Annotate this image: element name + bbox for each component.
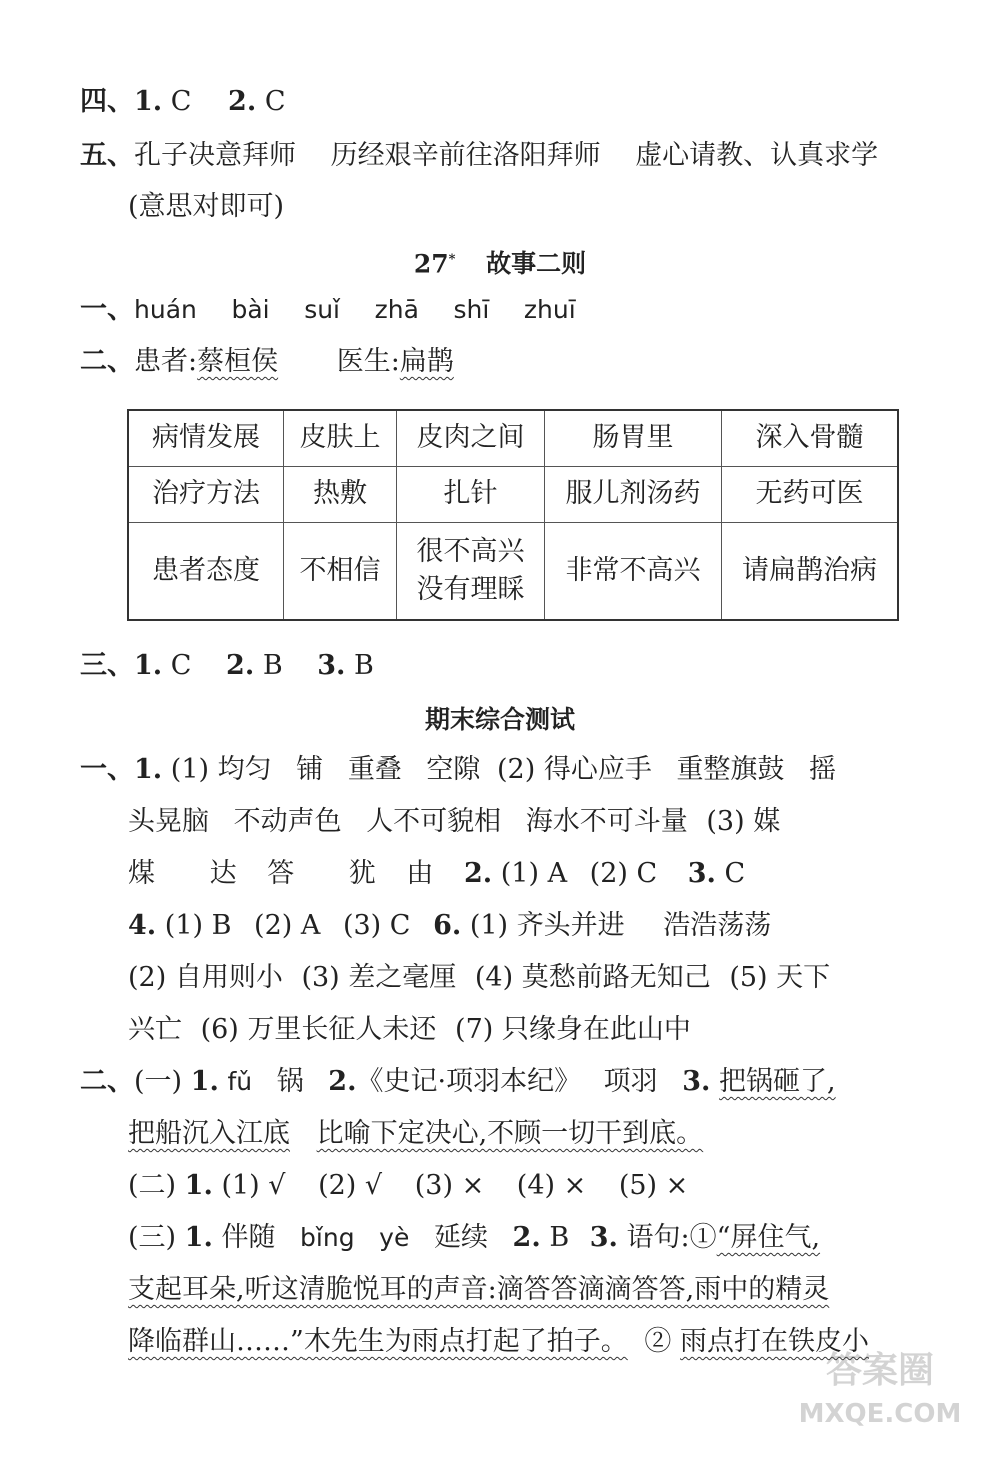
table-cell: 无药可医	[722, 466, 899, 522]
final2-line-1	[80, 1062, 836, 1102]
table-cell: 深入骨髓	[722, 410, 899, 466]
section-number: 一、	[80, 294, 134, 325]
circled-number: ②	[644, 1326, 672, 1357]
sub-number: (2)	[497, 754, 536, 785]
question-number: 2.	[463, 858, 493, 889]
pinyin: zhuī	[523, 295, 576, 324]
answer-note: (意思对即可)	[128, 191, 285, 222]
answer: (2) C	[589, 858, 658, 889]
answer-word: 答	[267, 858, 295, 889]
answer: B	[354, 650, 374, 681]
answer-word: 人不可貌相	[366, 806, 502, 837]
sub-number: (6)	[200, 1014, 239, 1045]
question-number: 2.	[228, 86, 257, 117]
answer-word: 齐头并进	[516, 910, 625, 941]
table-row	[128, 410, 898, 466]
final2-line-4	[128, 1218, 820, 1258]
answer-word: 重叠	[347, 754, 402, 785]
table-cell: 请扁鹊治病	[722, 522, 899, 620]
answer-word: 差之毫厘	[348, 962, 457, 993]
question-number: 6.	[433, 910, 462, 941]
lesson-title: 故事二则	[486, 249, 587, 279]
pinyin: zhā	[374, 295, 419, 324]
pinyin: bài	[231, 295, 270, 324]
watermark-logo	[780, 1334, 980, 1434]
table-cell: 病情发展	[128, 410, 284, 466]
final-line-2	[128, 802, 780, 842]
question-number: 1.	[190, 1066, 219, 1097]
answer-sentence: 把船沉入江底	[128, 1118, 290, 1149]
answer-phrase: 虚心请教、认真求学	[635, 140, 879, 171]
answer-word: 项羽	[603, 1066, 658, 1097]
pinyin: bǐng	[300, 1223, 355, 1252]
table-cell: 非常不高兴	[545, 522, 722, 620]
answer-line-pinyin	[80, 290, 576, 330]
final-line-3	[128, 854, 745, 894]
question-number: 3.	[682, 1066, 711, 1097]
answer: B	[262, 650, 283, 681]
question-number: 2.	[226, 650, 255, 681]
final2-line-3	[128, 1166, 688, 1206]
answer-sentence: 木先生为雨点打起了拍子。	[303, 1326, 628, 1357]
question-number: 3.	[687, 858, 716, 889]
answer-word: 伴随	[221, 1222, 276, 1253]
answer: (1) B	[164, 910, 232, 941]
patient-label: 患者:	[134, 346, 198, 377]
answer: (1) √	[221, 1170, 286, 1201]
question-number: 2.	[512, 1222, 541, 1253]
answer-word: 延续	[433, 1222, 488, 1253]
answer-word: 浩浩荡荡	[663, 910, 772, 941]
question-number: 1.	[184, 1170, 213, 1201]
answer-word: 天下	[776, 962, 831, 993]
answer-word: 莫愁前路无知己	[521, 962, 711, 993]
watermark-url: MXQE.COM	[798, 1399, 962, 1429]
pinyin: shī	[453, 295, 490, 324]
sub-number: (2)	[128, 962, 167, 993]
part-number: (一)	[134, 1066, 183, 1097]
sub-number: (1)	[469, 910, 509, 941]
answer: (2) A	[254, 910, 321, 941]
sub-number: (5)	[729, 962, 768, 993]
answer-word: 媒	[753, 806, 781, 837]
section-number: 二、	[80, 346, 134, 377]
question-number: 3.	[589, 1222, 618, 1253]
answer-word: 重整旗鼓	[676, 754, 785, 785]
answer-sentence: 降临群山……”	[128, 1326, 304, 1357]
answer-word: 只缘身在此山中	[501, 1014, 691, 1045]
answer-sentence: “屏住气,	[716, 1222, 821, 1253]
question-number: 1.	[184, 1222, 213, 1253]
answer: C	[170, 86, 192, 117]
doctor-name: 扁鹊	[399, 346, 454, 377]
answer-line-sec4	[80, 82, 286, 122]
question-number: 4.	[128, 910, 157, 941]
answer-word: 万里长征人未还	[247, 1014, 437, 1045]
patient-name: 蔡桓侯	[197, 346, 279, 377]
final-line-1	[80, 750, 836, 790]
question-number: 1.	[134, 754, 163, 785]
table-cell-line: 很不高兴	[416, 535, 525, 567]
answer-label: 语句:①	[626, 1222, 717, 1253]
doctor-label: 医生:	[336, 346, 400, 377]
question-number: 1.	[134, 650, 163, 681]
table-cell: 扎针	[397, 466, 545, 522]
answer-phrase: 孔子决意拜师	[134, 140, 296, 171]
answer: C	[724, 858, 746, 889]
answer: (4) ×	[516, 1170, 587, 1201]
answer-line-sec3	[80, 646, 374, 686]
answer-line-sec5	[80, 136, 878, 176]
table-cell: 服儿剂汤药	[545, 466, 722, 522]
lesson-number: 27	[413, 249, 449, 279]
table-cell: 皮肉之间	[397, 410, 545, 466]
answer-word: 犹	[348, 858, 376, 889]
answer-sentence: 雨点打在铁皮小	[680, 1326, 869, 1357]
table-row	[128, 522, 898, 620]
answer-word: 兴亡	[128, 1014, 182, 1045]
answer-word: 锅	[276, 1066, 304, 1097]
answer-word: 空隙	[426, 754, 481, 785]
sub-number: (3)	[706, 806, 745, 837]
answer-word: 海水不可斗量	[525, 806, 688, 837]
section-number: 五、	[80, 140, 134, 171]
answer: (2) √	[318, 1170, 383, 1201]
pinyin: fǔ	[227, 1067, 253, 1096]
table-cell: 不相信	[284, 522, 397, 620]
table-cell: 肠胃里	[545, 410, 722, 466]
question-number: 1.	[134, 86, 163, 117]
table-cell: 热敷	[284, 466, 397, 522]
final2-line-6	[128, 1322, 869, 1362]
answer-word: 不动声色	[233, 806, 342, 837]
sub-number: (3)	[301, 962, 340, 993]
answer-word: 《史记·项羽本纪》	[356, 1066, 582, 1097]
answer-word: 摇	[809, 754, 837, 785]
final-line-5	[128, 958, 830, 998]
sub-number: (7)	[455, 1014, 494, 1045]
section-number: 三、	[80, 650, 134, 681]
final2-line-5	[128, 1270, 829, 1310]
lesson-heading	[0, 240, 1000, 284]
answer-sentence: 支起耳朵,听这清脆悦耳的声音:滴答答滴滴答答,雨中的精灵	[128, 1274, 830, 1305]
answer-sentence: 比喻下定决心,不顾一切干到底。	[316, 1118, 704, 1149]
question-number: 2.	[328, 1066, 357, 1097]
pinyin: yè	[379, 1223, 410, 1252]
answer: (3) C	[342, 910, 411, 941]
section-number: 二、	[80, 1066, 134, 1097]
table-cell: 皮肤上	[284, 410, 397, 466]
table-cell	[397, 522, 545, 620]
answer-line-roles	[80, 342, 454, 382]
answer-table	[127, 409, 899, 621]
answer-word: 得心应手	[543, 754, 652, 785]
pinyin: suǐ	[304, 295, 341, 324]
answer: (3) ×	[414, 1170, 485, 1201]
answer-phrase: 历经艰辛前往洛阳拜师	[330, 140, 601, 171]
answer-word: 自用则小	[174, 962, 283, 993]
table-cell-line: 没有理睬	[416, 573, 525, 605]
pinyin: huán	[134, 295, 197, 324]
answer-word: 由	[406, 858, 434, 889]
lesson-mark: *	[448, 252, 456, 267]
sub-number: (4)	[474, 962, 514, 993]
section-number: 一、	[80, 754, 134, 785]
answer-word: 铺	[296, 754, 324, 785]
table-cell: 患者态度	[128, 522, 284, 620]
final-test-heading: 期末综合测试	[424, 705, 575, 734]
answer: B	[549, 1222, 570, 1253]
sub-number: (1)	[170, 754, 210, 785]
final-line-4	[128, 906, 771, 946]
final-line-6	[128, 1010, 691, 1050]
answer-word: 头晃脑	[128, 806, 209, 837]
section-number: 四、	[80, 86, 134, 117]
table-row	[128, 466, 898, 522]
table-cell: 治疗方法	[128, 466, 284, 522]
answer: C	[264, 86, 286, 117]
answer-word: 达	[209, 858, 237, 889]
answer-sentence: 把锅砸了,	[719, 1066, 836, 1097]
answer: (1) A	[500, 858, 568, 889]
part-number: (二)	[128, 1170, 177, 1201]
answer-word: 均匀	[217, 754, 272, 785]
part-number: (三)	[128, 1222, 177, 1253]
answer: (5) ×	[618, 1170, 689, 1201]
watermark-text: 答案圈	[825, 1350, 935, 1391]
question-number: 3.	[317, 650, 346, 681]
answer: C	[170, 650, 192, 681]
final2-line-2	[128, 1114, 703, 1154]
answer-word: 煤	[128, 858, 155, 889]
